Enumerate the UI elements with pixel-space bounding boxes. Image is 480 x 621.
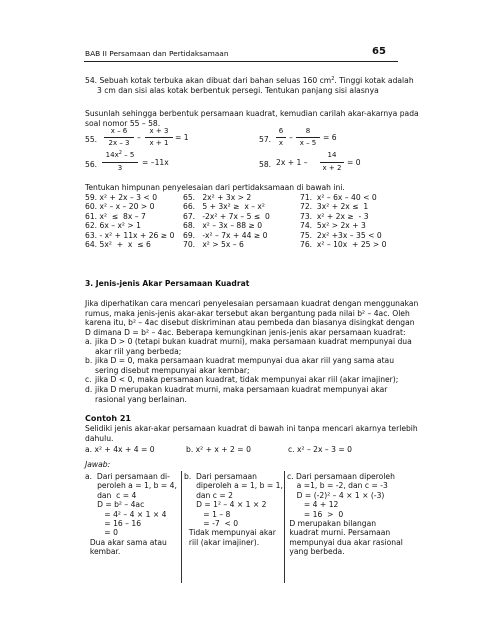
answer-column-a — [85, 472, 177, 557]
answer-line: mempunyai dua akar rasional — [287, 537, 403, 547]
answer-line: diperoleh a = 1, b = 1, — [184, 481, 283, 491]
inequality-item: 62. 6x – x² > 1 — [85, 221, 142, 231]
inequality-item: 67. -2x² + 7x – 5 ≤ 0 — [183, 211, 270, 221]
inequality-item: 74. 5x² > 2x + 3 — [300, 221, 366, 231]
eq55-number: 55. — [85, 135, 98, 144]
eq56-den: 3 — [117, 164, 123, 172]
answer-column-b — [184, 472, 283, 547]
eq58-rhs: = 0 — [347, 158, 361, 167]
root-case-item — [85, 385, 397, 395]
q54-line1: 54. Sebuah kotak terbuka akan dibuat dari bahan seluas 160 cm — [85, 76, 332, 85]
answer-line: = 4 + 12 — [287, 500, 339, 510]
answer-line: kembar. — [85, 547, 121, 557]
eq57-fracline1 — [276, 137, 286, 138]
eq56-num-end: – 5 — [121, 151, 135, 159]
inequality-item: 72. 3x² + 2x ≤ 1 — [300, 202, 369, 212]
inequality-item: 64. 5x² + x ≤ 6 — [85, 240, 151, 250]
eq58-fracline — [320, 162, 344, 163]
inequality-item: 60. x² – x – 20 > 0 — [85, 202, 155, 212]
answer-line: = 0 — [85, 528, 118, 538]
equation-intro-line1: Susunlah sehingga berbentuk persamaan kuadrat, kemudian carilah akar-akarnya pada — [85, 109, 419, 118]
inequality-intro: Tentukan himpunan penyelesaian dari pertidaksamaan di bawah ini. — [85, 183, 345, 192]
section-para-line1: Jika diperhatikan cara mencari penyelesaian persamaan kuadrat dengan menggunakan — [85, 299, 419, 308]
section-para-line4: D dimana D = b² – 4ac. Beberapa kemungkinan jenis-jenis akar persamaan kuadrat: — [85, 327, 406, 337]
eq55-den1: 2x – 3 — [108, 139, 130, 147]
eq57-number: 57. — [259, 135, 272, 144]
eq58-den: x + 2 — [322, 164, 342, 172]
root-case-text: jika D = 0, maka persamaan kuadrat mempunyai dua akar riil yang sama atau — [95, 356, 395, 366]
root-case-text: jika D < 0, maka persamaan kuadrat, tidak mempunyai akar riil (akar imajiner); — [95, 375, 399, 385]
answer-line: a =1, b = -2, dan c = -3 — [287, 481, 388, 491]
inequality-column-1 — [85, 193, 174, 249]
eq55-rhs: = 1 — [175, 133, 189, 142]
answer-line: D = (-2)² – 4 × 1 × (-3) — [287, 490, 385, 500]
eq55-num1: x – 6 — [110, 127, 128, 135]
answer-line: peroleh a = 1, b = 4, — [85, 481, 177, 491]
answer-line: dan c = 4 — [85, 490, 137, 500]
page-number: 65 — [372, 46, 386, 57]
root-case-text-cont: rasional yang berlainan. — [95, 394, 187, 404]
eq55-operator: – — [137, 133, 141, 142]
root-case-label: a. — [85, 337, 93, 346]
section-title: 3. Jenis-jenis Akar Persamaan Kuadrat — [85, 279, 250, 288]
eq56-rhs: = –11x — [142, 158, 169, 167]
inequality-item: 73. x² + 2x ≥ - 3 — [300, 211, 369, 221]
answer-line: = 1 – 8 — [184, 509, 231, 519]
eq55-fracline1 — [104, 137, 134, 138]
q54-line1-end: . Tinggi kotak adalah — [334, 76, 414, 85]
eq55-den2: x + 1 — [149, 139, 169, 147]
inequality-item: 61. x² ≤ 8x – 7 — [85, 211, 146, 221]
answer-line: kuadrat murni. Persamaan — [287, 528, 391, 538]
eq57-operator: – — [289, 133, 293, 142]
root-case-item — [85, 375, 397, 385]
root-case-label: c. — [85, 375, 92, 385]
answer-line: D merupakan bilangan — [287, 519, 377, 529]
root-case-text-cont: akar riil yang berbeda; — [95, 346, 182, 356]
inequality-column-2 — [183, 193, 270, 249]
answer-line: riil (akar imajiner). — [184, 537, 260, 547]
header-rule — [84, 61, 398, 62]
q54-line2: 3 cm dan sisi alas kotak berbentuk persegi. Tentukan panjang sisi alasnya — [97, 85, 379, 95]
inequality-item: 70. x² > 5x – 6 — [183, 240, 244, 250]
answer-line: a. Dari persamaan di- — [85, 472, 170, 481]
inequality-item: 65. 2x² + 3x > 2 — [183, 193, 252, 202]
inequality-item: 76. x² – 10x + 25 > 0 — [300, 240, 387, 250]
root-case-text-cont: sering disebut mempunyai akar kembar; — [95, 365, 250, 375]
eq57-fracline2 — [296, 137, 320, 138]
eq57-den1: x — [278, 139, 284, 147]
answer-line: = 16 – 16 — [85, 519, 142, 529]
eq55-num2: x + 3 — [149, 127, 169, 135]
answer-column-c — [287, 472, 403, 557]
answer-divider-2 — [284, 471, 285, 583]
answer-line: dan c = 2 — [184, 490, 233, 500]
inequality-item: 59. x² + 2x – 3 < 0 — [85, 193, 158, 202]
eq55-fracline2 — [145, 137, 173, 138]
chapter-header: BAB II Persamaan dan Pertidaksamaan — [85, 49, 229, 58]
eq56-fracline — [102, 162, 138, 163]
root-case-item — [85, 356, 397, 366]
eq57-num2: 8 — [305, 127, 311, 135]
answer-divider-1 — [181, 471, 182, 583]
eq56-num-sup: 2 — [118, 150, 122, 156]
eq56-num-base: 14x — [105, 151, 119, 159]
eq58-lhs: 2x + 1 – — [276, 158, 308, 167]
eq57-rhs: = 6 — [323, 133, 337, 142]
root-case-text: jika D > 0 (tetapi bukan kuadrat murni), maka persamaan kuadrat mempunyai dua — [95, 337, 412, 346]
inequality-item: 66. 5 + 3x² ≥ x – x² — [183, 202, 265, 212]
answer-line: = 4² – 4 × 1 × 4 — [85, 509, 167, 519]
example-equation-c: c. x² – 2x – 3 = 0 — [288, 445, 352, 454]
eq58-num: 14 — [327, 151, 337, 159]
equation-intro — [85, 109, 419, 128]
answer-line: D = b² – 4ac — [85, 500, 145, 510]
example-line1: Selidiki jenis akar-akar persamaan kuadrat di bawah ini tanpa mencari akarnya terlebih — [85, 424, 418, 433]
inequality-item: 75. 2x² +3x – 35 < 0 — [300, 230, 382, 240]
eq56-number: 56. — [85, 160, 98, 169]
example-prompt — [85, 424, 418, 443]
section-para-line2: rumus, maka jenis-jenis akar-akar tersebut akan bergantung pada nilai b² – 4ac. Oleh — [85, 308, 410, 318]
answer-label: Jawab: — [85, 460, 111, 469]
inequality-item: 71. x² – 6x – 40 < 0 — [300, 193, 377, 202]
example-line2: dahulu. — [85, 433, 114, 443]
eq58-number: 58. — [259, 160, 272, 169]
answer-line: = -7 < 0 — [184, 519, 239, 529]
root-case-label: d. — [85, 384, 93, 394]
answer-line: Tidak mempunyai akar — [184, 528, 276, 538]
equation-intro-line2: soal nomor 55 – 58. — [85, 118, 161, 128]
inequality-item: 68. x² – 3x – 88 ≥ 0 — [183, 221, 263, 231]
root-cases-list — [85, 337, 412, 404]
q54-sup: 2 — [331, 76, 335, 82]
root-case-item — [85, 337, 412, 347]
eq57-num1: 6 — [278, 127, 284, 135]
answer-line: c. Dari persamaan diperoleh — [287, 472, 395, 481]
root-case-text: jika D merupakan kuadrat murni, maka persamaan kuadrat mempunyai akar — [95, 384, 388, 394]
example-title: Contoh 21 — [85, 414, 131, 423]
question-54 — [85, 76, 414, 95]
answer-line: yang berbeda. — [287, 547, 345, 557]
root-case-label: b. — [85, 356, 93, 366]
example-equation-a: a. x² + 4x + 4 = 0 — [85, 445, 155, 454]
inequality-column-3 — [300, 193, 387, 249]
answer-line: D = 1² – 4 × 1 × 2 — [184, 500, 267, 510]
answer-line: Dua akar sama atau — [85, 537, 167, 547]
inequality-item: 69. -x² – 7x + 44 ≥ 0 — [183, 230, 268, 240]
answer-line: b. Dari persamaan — [184, 472, 257, 481]
inequality-item: 63. - x² + 11x + 26 ≥ 0 — [85, 230, 175, 240]
section-paragraph — [85, 299, 419, 337]
answer-line: = 16 > 0 — [287, 509, 344, 519]
section-para-line3: karena itu, b² – 4ac disebut diskriminan atau pembeda dan biasanya disingkat dengan — [85, 318, 415, 328]
eq57-den2: x – 5 — [299, 139, 317, 147]
example-equation-b: b. x² + x + 2 = 0 — [186, 445, 251, 454]
